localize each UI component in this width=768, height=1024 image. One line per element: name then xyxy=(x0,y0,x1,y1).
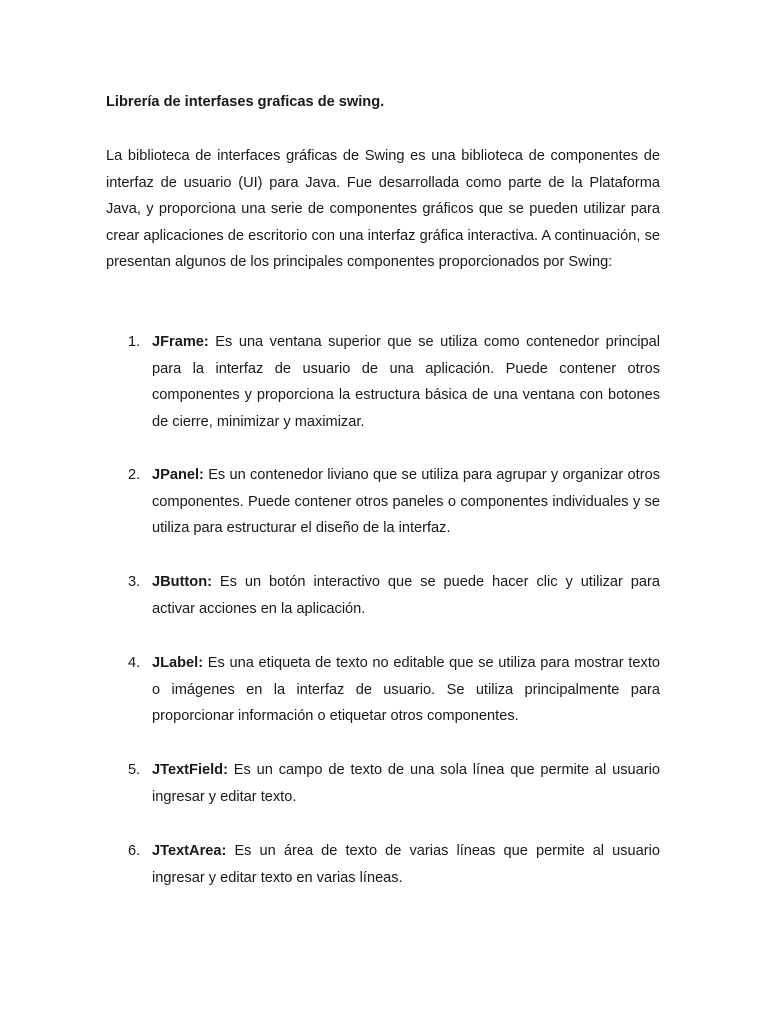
list-item-term: JTextArea: xyxy=(152,843,227,859)
list-item-number: 2. xyxy=(128,467,141,483)
list-item-text: Es una etiqueta de texto no editable que se utiliza para mostrar texto o imágenes en la interfaz de usuario. Se utiliza principalmente para proporcionar información o etiquetar otros componentes. xyxy=(152,655,660,725)
list-item xyxy=(106,462,660,542)
list-item-term: JButton: xyxy=(152,574,212,590)
document-title: Librería de interfases graficas de swing. xyxy=(106,94,385,110)
list-item-body xyxy=(152,462,660,542)
list-item xyxy=(106,650,660,730)
intro-paragraph: La biblioteca de interfaces gráficas de Swing es una biblioteca de componentes de interfaz de usuario (UI) para Java. Fue desarrollada como parte de la Plataforma Java, y proporciona una serie de componentes gráficos que se pueden utilizar para crear aplicaciones de escritorio con una interfaz gráfica interactiva. A continuación, se presentan algunos de los principales componentes proporcionados por Swing: xyxy=(106,148,660,271)
list-item-body xyxy=(152,650,660,730)
list-item-number: 3. xyxy=(128,574,141,590)
list-item xyxy=(106,838,660,891)
list-item xyxy=(106,757,660,810)
list-item-number: 6. xyxy=(128,843,141,859)
list-item-text: Es un contenedor liviano que se utiliza para agrupar y organizar otros componentes. Puede contener otros paneles o componentes individuales y se utiliza para estructurar el diseño de la interfaz. xyxy=(152,467,660,537)
list-item-body xyxy=(152,838,660,891)
list-item-term: JFrame: xyxy=(152,334,209,350)
list-item-body xyxy=(152,329,660,435)
list-item-text: Es un campo de texto de una sola línea que permite al usuario ingresar y editar texto. xyxy=(152,762,660,805)
list-item-number: 5. xyxy=(128,762,141,778)
list-item xyxy=(106,329,660,435)
list-item-number: 1. xyxy=(128,334,141,350)
list-item-text: Es un área de texto de varias líneas que permite al usuario ingresar y editar texto en varias líneas. xyxy=(152,843,660,886)
list-item xyxy=(106,569,660,622)
list-item-term: JTextField: xyxy=(152,762,228,778)
list-item-body xyxy=(152,569,660,622)
list-item-term: JLabel: xyxy=(152,655,204,671)
list-item-term: JPanel: xyxy=(152,467,204,483)
list-item-body xyxy=(152,757,660,810)
list-item-text: Es un botón interactivo que se puede hacer clic y utilizar para activar acciones en la aplicación. xyxy=(152,574,660,617)
list-item-text: Es una ventana superior que se utiliza como contenedor principal para la interfaz de usuario de una aplicación. Puede contener otros componentes y proporciona la estructura básica de una ventana con botones de cierre, minimizar y maximizar. xyxy=(152,334,660,430)
list-item-number: 4. xyxy=(128,655,141,671)
